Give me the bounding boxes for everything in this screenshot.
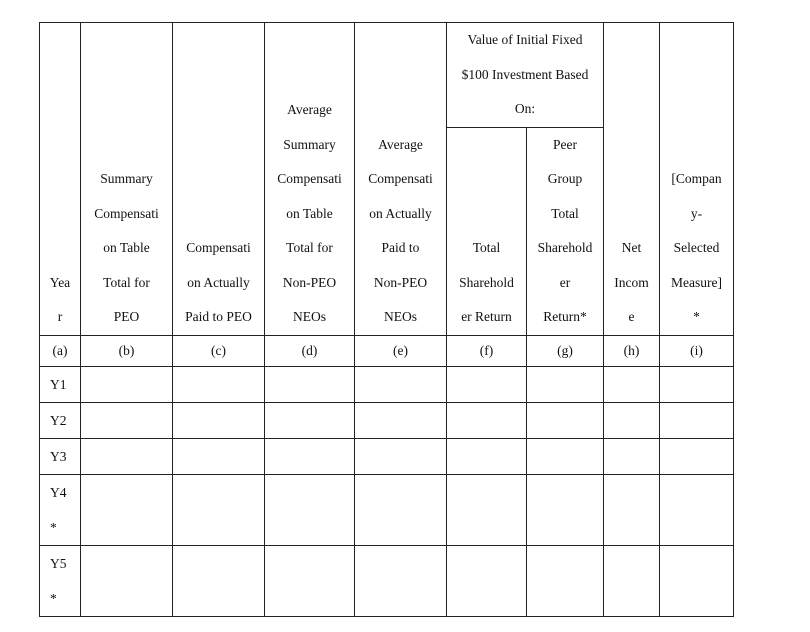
year-cell: Y1: [40, 366, 81, 402]
letter-cell: (d): [265, 335, 355, 366]
header-investment-group: Value of Initial Fixed $100 Investment Based On:: [447, 23, 604, 128]
letter-cell: (f): [447, 335, 527, 366]
header-net-income: Net Incom e: [604, 23, 660, 336]
header-peer-tsr: Peer Group Total Sharehold er Return*: [527, 127, 604, 335]
letter-cell: (b): [81, 335, 173, 366]
year-cell: Y5 *: [40, 545, 81, 616]
year-cell: Y2: [40, 402, 81, 438]
year-cell: Y4 *: [40, 474, 81, 545]
letter-cell: (e): [355, 335, 447, 366]
letter-cell: (h): [604, 335, 660, 366]
letter-cell: (g): [527, 335, 604, 366]
header-summary-comp-peo: Summary Compensati on Table Total for PEO: [81, 23, 173, 336]
table-row: [40, 545, 734, 616]
header-company-selected-measure: [Compan y- Selected Measure] *: [660, 23, 734, 336]
table-row: [40, 474, 734, 545]
table-row: [40, 438, 734, 474]
header-tsr: Total Sharehold er Return: [447, 127, 527, 335]
table-row: [40, 402, 734, 438]
header-avg-summary-comp-neo: Average Summary Compensati on Table Total for Non-PEO NEOs: [265, 23, 355, 336]
pay-versus-performance-table: [39, 22, 734, 617]
year-cell: Y3: [40, 438, 81, 474]
header-year: Yea r: [40, 23, 81, 336]
letter-cell: (c): [173, 335, 265, 366]
column-letters-row: [40, 335, 734, 366]
table-row: [40, 366, 734, 402]
header-cap-peo: Compensati on Actually Paid to PEO: [173, 23, 265, 336]
header-avg-cap-neo: Average Compensati on Actually Paid to Non-PEO NEOs: [355, 23, 447, 336]
letter-cell: (a): [40, 335, 81, 366]
letter-cell: (i): [660, 335, 734, 366]
